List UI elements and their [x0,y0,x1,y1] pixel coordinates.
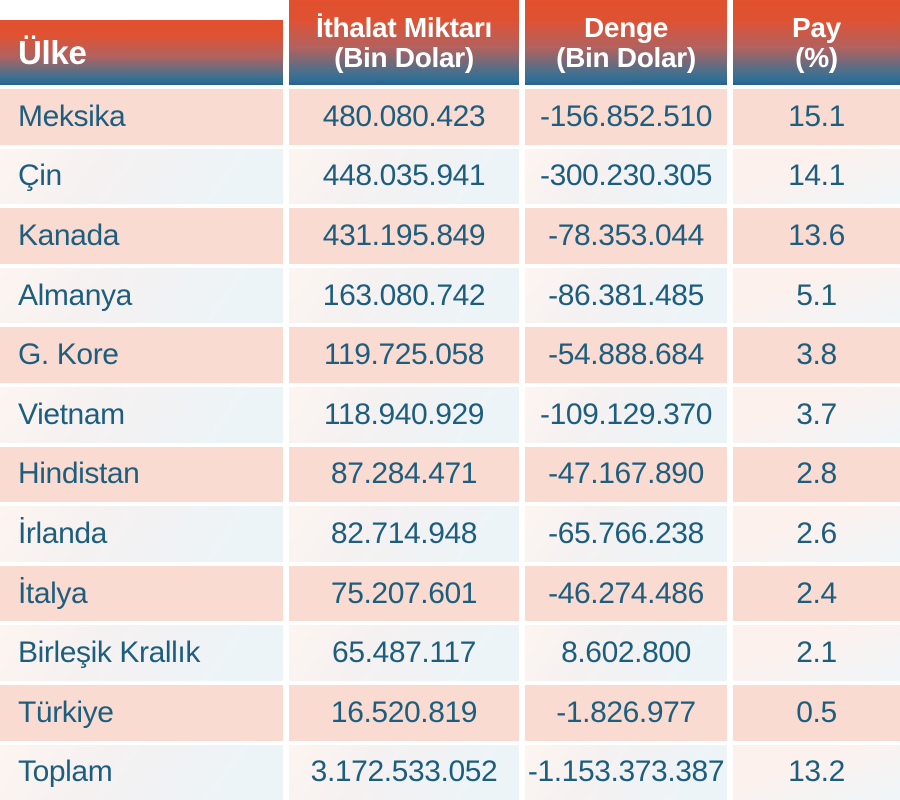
column-header-label: Denge [583,11,669,43]
import-value-cell: 431.195.849 [289,208,519,264]
column-header-sublabel: (Bin Dolar) [556,41,696,73]
country-cell: Kanada [0,208,283,264]
share-value-cell: 0.5 [733,685,900,741]
country-cell: Türkiye [0,685,283,741]
import-value-cell: 75.207.601 [289,566,519,622]
country-cell: Meksika [0,89,283,145]
country-cell: G. Kore [0,327,283,383]
column-header-sublabel: (%) [795,41,838,73]
share-value-cell: 2.1 [733,625,900,681]
balance-value-cell: -78.353.044 [525,208,727,264]
share-value-cell: 2.8 [733,447,900,503]
column-header-label: İthalat Miktarı [316,11,492,43]
country-cell: Birleşik Krallık [0,625,283,681]
import-value-cell: 82.714.948 [289,506,519,562]
country-cell: Vietnam [0,387,283,443]
import-value-cell: 16.520.819 [289,685,519,741]
import-value-cell: 163.080.742 [289,268,519,324]
balance-value-cell: -86.381.485 [525,268,727,324]
share-value-cell: 13.6 [733,208,900,264]
country-cell: Toplam [0,745,283,800]
share-value-cell: 2.6 [733,506,900,562]
import-value-cell: 65.487.117 [289,625,519,681]
share-value-cell: 5.1 [733,268,900,324]
share-value-cell: 2.4 [733,566,900,622]
balance-value-cell: -46.274.486 [525,566,727,622]
share-value-cell: 3.8 [733,327,900,383]
import-value-cell: 87.284.471 [289,447,519,503]
balance-value-cell: -109.129.370 [525,387,727,443]
column-header-share [733,0,900,85]
column-header-balance [525,0,727,85]
balance-value-cell: -300.230.305 [525,149,727,205]
column-header-import [289,0,519,85]
balance-value-cell: 8.602.800 [525,625,727,681]
country-cell: İrlanda [0,506,283,562]
balance-value-cell: -54.888.684 [525,327,727,383]
balance-value-cell: -1.826.977 [525,685,727,741]
column-header-sublabel: (Bin Dolar) [334,41,474,73]
balance-value-cell: -156.852.510 [525,89,727,145]
import-value-cell: 119.725.058 [289,327,519,383]
import-value-cell: 3.172.533.052 [289,745,519,800]
share-value-cell: 3.7 [733,387,900,443]
import-value-cell: 448.035.941 [289,149,519,205]
balance-value-cell: -1.153.373.387 [525,745,727,800]
share-value-cell: 15.1 [733,89,900,145]
balance-value-cell: -47.167.890 [525,447,727,503]
country-cell: İtalya [0,566,283,622]
share-value-cell: 14.1 [733,149,900,205]
share-value-cell: 13.2 [733,745,900,800]
import-value-cell: 480.080.423 [289,89,519,145]
balance-value-cell: -65.766.238 [525,506,727,562]
import-value-cell: 118.940.929 [289,387,519,443]
country-cell: Almanya [0,268,283,324]
column-header-label: Pay [792,11,841,43]
column-header-country [0,20,283,85]
column-header-label: Ülke [18,33,87,71]
country-cell: Hindistan [0,447,283,503]
country-cell: Çin [0,149,283,205]
